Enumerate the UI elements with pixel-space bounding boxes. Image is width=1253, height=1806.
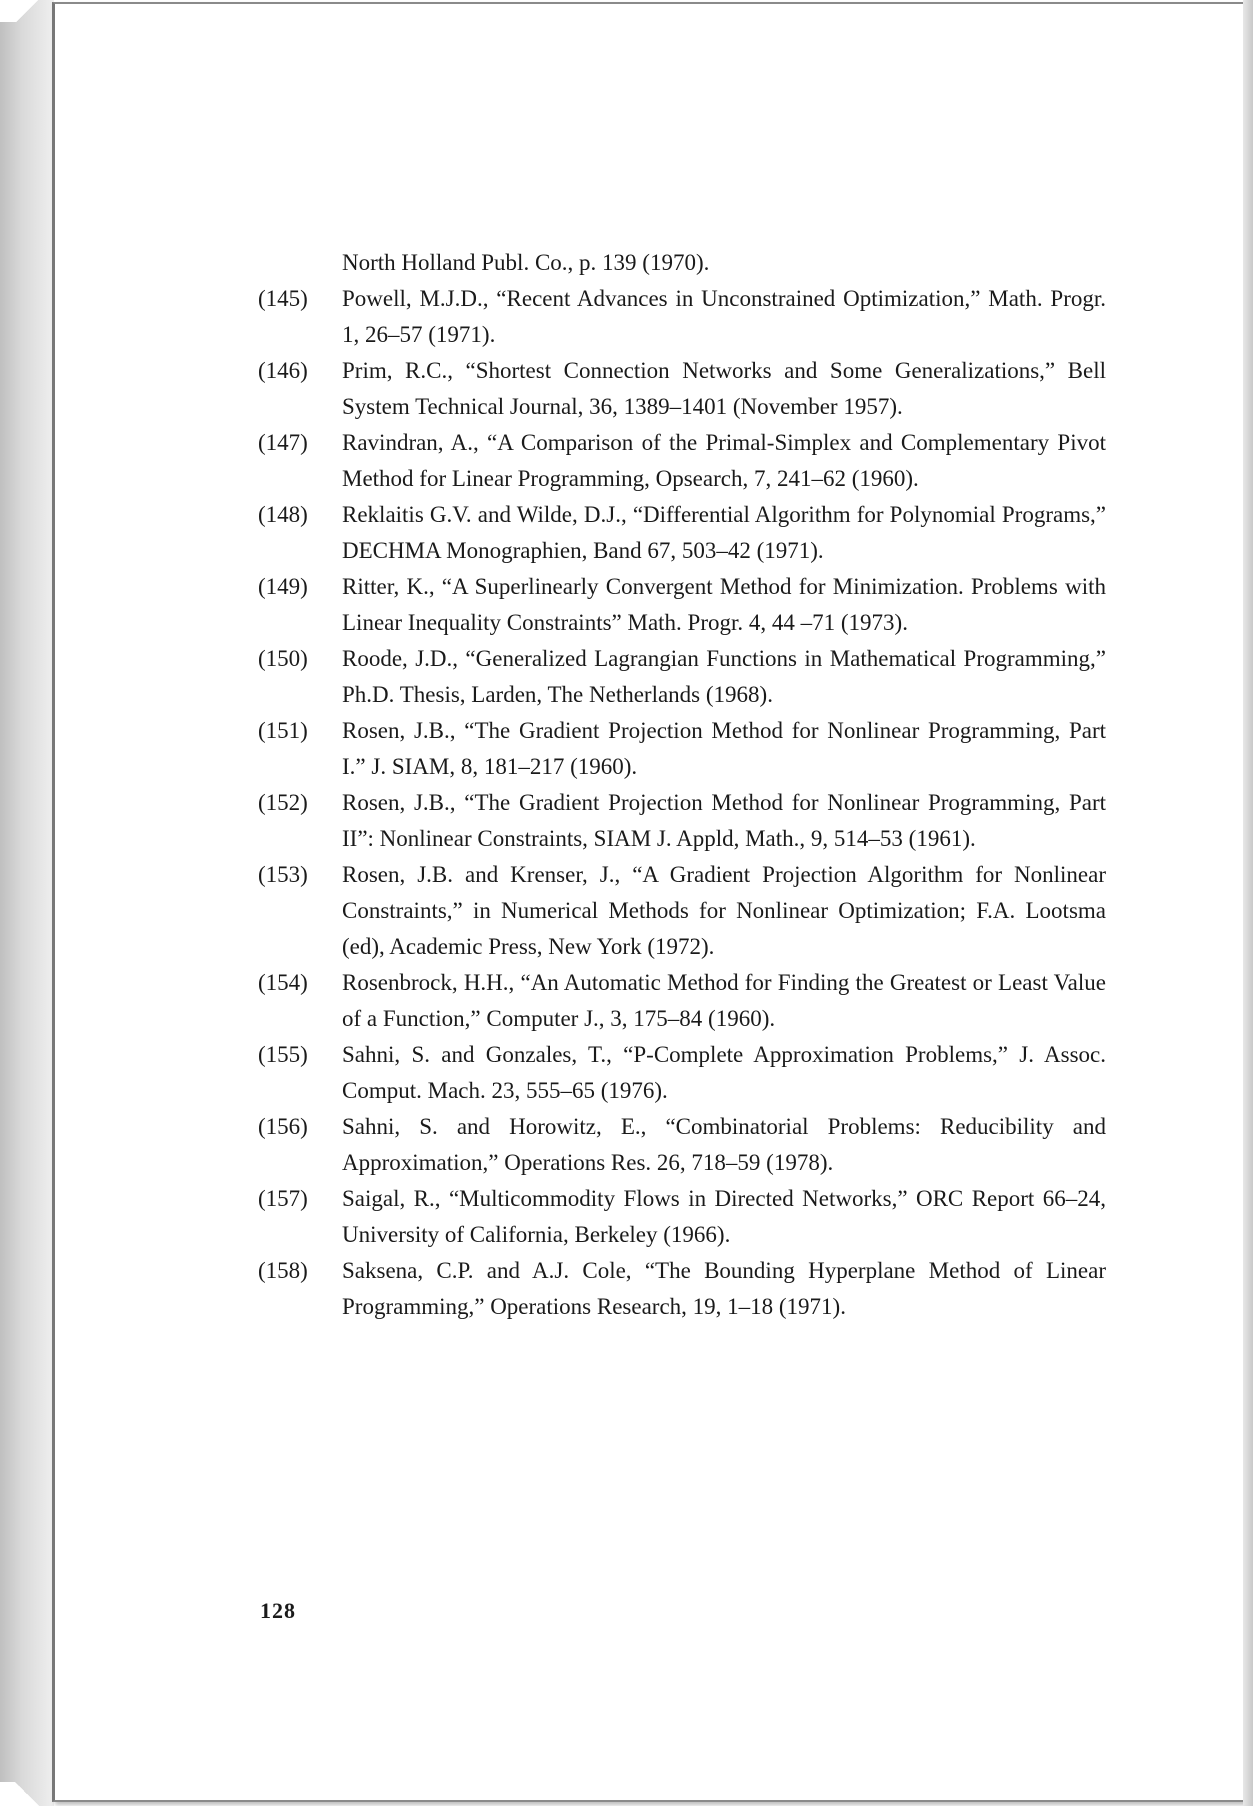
reference-item-158 [258,1253,1106,1325]
reference-continuation: North Holland Publ. Co., p. 139 (1970). [342,250,710,275]
reference-item-149 [258,569,1106,641]
reference-item-152 [258,785,1106,857]
reference-item-155 [258,1037,1106,1109]
reference-number: (147) [258,430,308,455]
reference-text: Rosen, J.B., “The Gradient Projection Method for Nonlinear Programming, Part I.” J. SIAM, 8, 181–217 (1960). [342,718,1106,779]
reference-number: (155) [258,1042,308,1067]
reference-text: Ritter, K., “A Superlinearly Convergent Method for Minimization. Problems with Linear Inequality Constraints” Math. Progr. 4, 44 –71 (1973). [342,574,1106,635]
reference-number: (150) [258,646,308,671]
reference-item-153 [258,857,1106,965]
reference-text: Reklaitis G.V. and Wilde, D.J., “Differential Algorithm for Polynomial Programs,” DECHMA Monographien, Band 67, 503–42 (1971). [342,502,1106,563]
reference-list [258,245,1106,1325]
reference-number: (158) [258,1258,308,1283]
reference-item-148 [258,497,1106,569]
reference-text: Saigal, R., “Multicommodity Flows in Directed Networks,” ORC Report 66–24, University of California, Berkeley (1966). [342,1186,1106,1247]
reference-number: (148) [258,502,308,527]
book-spine [0,0,54,1806]
reference-item-156 [258,1109,1106,1181]
reference-number: (149) [258,574,308,599]
reference-item-150 [258,641,1106,713]
page-number: 128 [260,1598,296,1623]
reference-number: (157) [258,1186,308,1211]
reference-text: Prim, R.C., “Shortest Connection Networks and Some Generalizations,” Bell System Technical Journal, 36, 1389–1401 (November 1957). [342,358,1106,419]
reference-item-145 [258,281,1106,353]
reference-item-154 [258,965,1106,1037]
reference-text: Rosenbrock, H.H., “An Automatic Method for Finding the Greatest or Least Value of a Function,” Computer J., 3, 175–84 (1960). [342,970,1106,1031]
reference-number: (152) [258,790,308,815]
reference-text: Rosen, J.B. and Krenser, J., “A Gradient Projection Algorithm for Nonlinear Constraints,” in Numerical Methods for Nonlinear Optimization; F.A. Lootsma (ed), Academic Press, New York (1972). [342,862,1106,959]
reference-item-157 [258,1181,1106,1253]
reference-item-151 [258,713,1106,785]
reference-number: (146) [258,358,308,383]
reference-text: Sahni, S. and Horowitz, E., “Combinatorial Problems: Reducibility and Approximation,” Operations Res. 26, 718–59 (1978). [342,1114,1106,1175]
reference-text: Rosen, J.B., “The Gradient Projection Method for Nonlinear Programming, Part II”: Nonlinear Constraints, SIAM J. Appld, Math., 9, 514–53 (1961). [342,790,1106,851]
reference-number: (151) [258,718,308,743]
reference-text: Powell, M.J.D., “Recent Advances in Unconstrained Optimization,” Math. Progr. 1, 26–57 (1971). [342,286,1106,347]
reference-text: Ravindran, A., “A Comparison of the Primal-Simplex and Complementary Pivot Method for Linear Programming, Opsearch, 7, 241–62 (1960). [342,430,1106,491]
page-edge-shadow [1243,0,1253,1806]
spine-corner-top [0,0,54,22]
reference-item-147 [258,425,1106,497]
spine-corner-bottom [0,1782,54,1806]
reference-text: Sahni, S. and Gonzales, T., “P-Complete Approximation Problems,” J. Assoc. Comput. Mach. 23, 555–65 (1976). [342,1042,1106,1103]
reference-number: (154) [258,970,308,995]
reference-item-146 [258,353,1106,425]
reference-text: Saksena, C.P. and A.J. Cole, “The Bounding Hyperplane Method of Linear Programming,” Operations Research, 19, 1–18 (1971). [342,1258,1106,1319]
reference-number: (156) [258,1114,308,1139]
reference-number: (145) [258,286,308,311]
reference-number: (153) [258,862,308,887]
reference-text: Roode, J.D., “Generalized Lagrangian Functions in Mathematical Programming,” Ph.D. Thesis, Larden, The Netherlands (1968). [342,646,1106,707]
